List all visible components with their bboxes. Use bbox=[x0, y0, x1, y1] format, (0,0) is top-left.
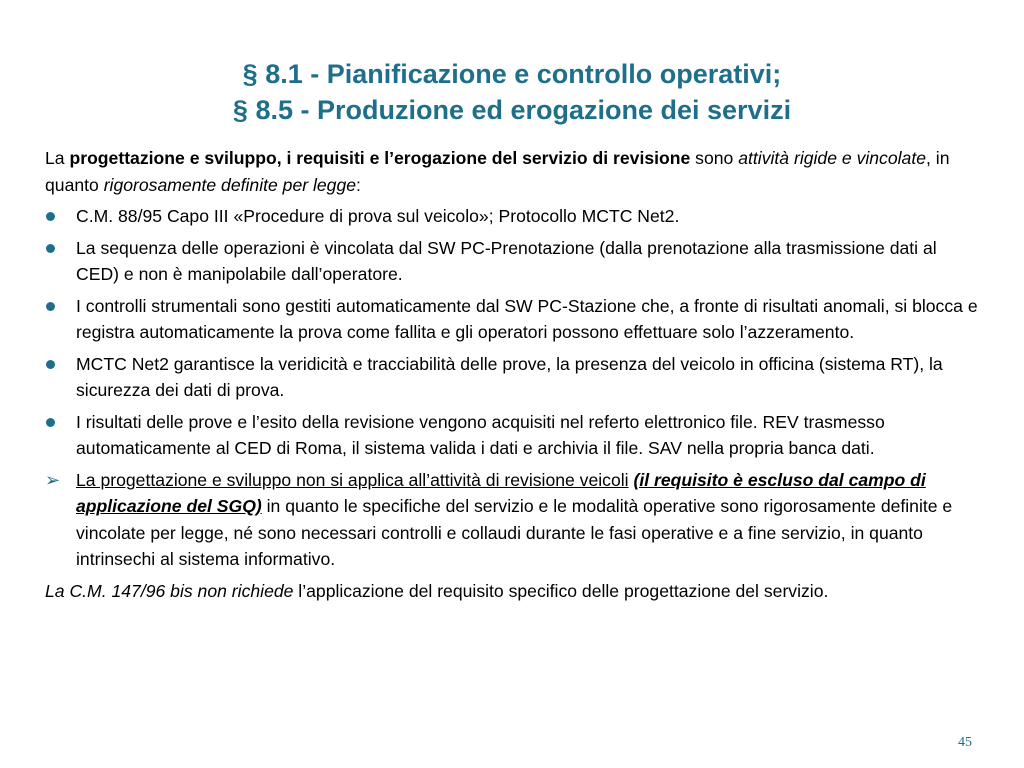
bullet-text: La sequenza delle operazioni è vincolata dal SW PC-Prenotazione (dalla prenotazione alla trasmissione dati al CED) e non è manipolabile dall’operatore. bbox=[76, 237, 937, 284]
intro-italic-2: rigorosamente definite per legge bbox=[103, 174, 357, 195]
arrow-item-underlined: La progettazione e sviluppo non si applica all’attività di revisione veicoli bbox=[76, 469, 629, 490]
bullet-text: I controlli strumentali sono gestiti automaticamente dal SW PC-Stazione che, a fronte di risultati anomali, si blocca e registra automaticamente la prova come fallita e gli operatori possono effettuare solo l’azzeramento. bbox=[76, 295, 978, 342]
arrow-item-text: in quanto le specifiche del servizio e le modalità operative sono rigorosamente definite e vincolate per legge, né sono necessari controlli e collaudi durante le fasi operative e a fine servizio, in quanto intrinsechi al sistema informativo. bbox=[76, 496, 953, 569]
slide-body bbox=[45, 145, 980, 609]
closing-paragraph bbox=[45, 578, 980, 605]
bullet-dot-icon bbox=[46, 212, 55, 221]
bullet-text: C.M. 88/95 Capo III «Procedure di prova sul veicolo»; Protocollo MCTC Net2. bbox=[76, 206, 680, 226]
title-line-2: § 8.5 - Produzione ed erogazione dei servizi bbox=[232, 95, 792, 125]
bullet-item bbox=[45, 235, 980, 288]
bullet-item bbox=[45, 409, 980, 462]
bullet-dot-icon bbox=[46, 302, 55, 311]
bullet-text: MCTC Net2 garantisce la veridicità e tracciabilità delle prove, la presenza del veicolo in officina (sistema RT), la sicurezza dei dati di prova. bbox=[76, 353, 943, 400]
closing-text: l’applicazione del requisito specifico delle progettazione del servizio. bbox=[293, 580, 829, 601]
closing-italic: La C.M. 147/96 bis non richiede bbox=[45, 580, 294, 601]
bullet-text: I risultati delle prove e l’esito della revisione vengono acquisiti nel referto elettronico file. REV trasmesso automaticamente al CED di Roma, il sistema valida i dati e archivia il file. SAV nella propria banca dati. bbox=[76, 411, 885, 458]
intro-bold: progettazione e sviluppo, i requisiti e l’erogazione del servizio di revisione bbox=[69, 148, 691, 168]
page-number: 45 bbox=[958, 735, 972, 750]
title-line-1: § 8.1 - Pianificazione e controllo operativi; bbox=[242, 59, 782, 89]
intro-text-2: sono bbox=[690, 148, 739, 168]
intro-paragraph bbox=[45, 145, 980, 198]
slide-title bbox=[40, 56, 984, 128]
bullet-item bbox=[45, 203, 980, 230]
bullet-item bbox=[45, 293, 980, 346]
intro-italic-1: attività rigide e vincolate bbox=[738, 148, 927, 168]
bullet-dot-icon bbox=[46, 244, 55, 253]
arrow-item-exclusion: (il requisito è escluso dal campo di applicazione del SGQ) bbox=[76, 469, 926, 516]
bullet-dot-icon bbox=[46, 360, 55, 369]
arrow-bullet-icon: ➢ bbox=[45, 469, 61, 490]
bullet-item bbox=[45, 351, 980, 404]
intro-text-3: , in quanto bbox=[45, 148, 950, 195]
bullet-dot-icon bbox=[46, 418, 55, 427]
intro-text-1: La bbox=[45, 148, 70, 168]
intro-text-4: : bbox=[356, 174, 361, 195]
arrow-item bbox=[45, 467, 980, 573]
